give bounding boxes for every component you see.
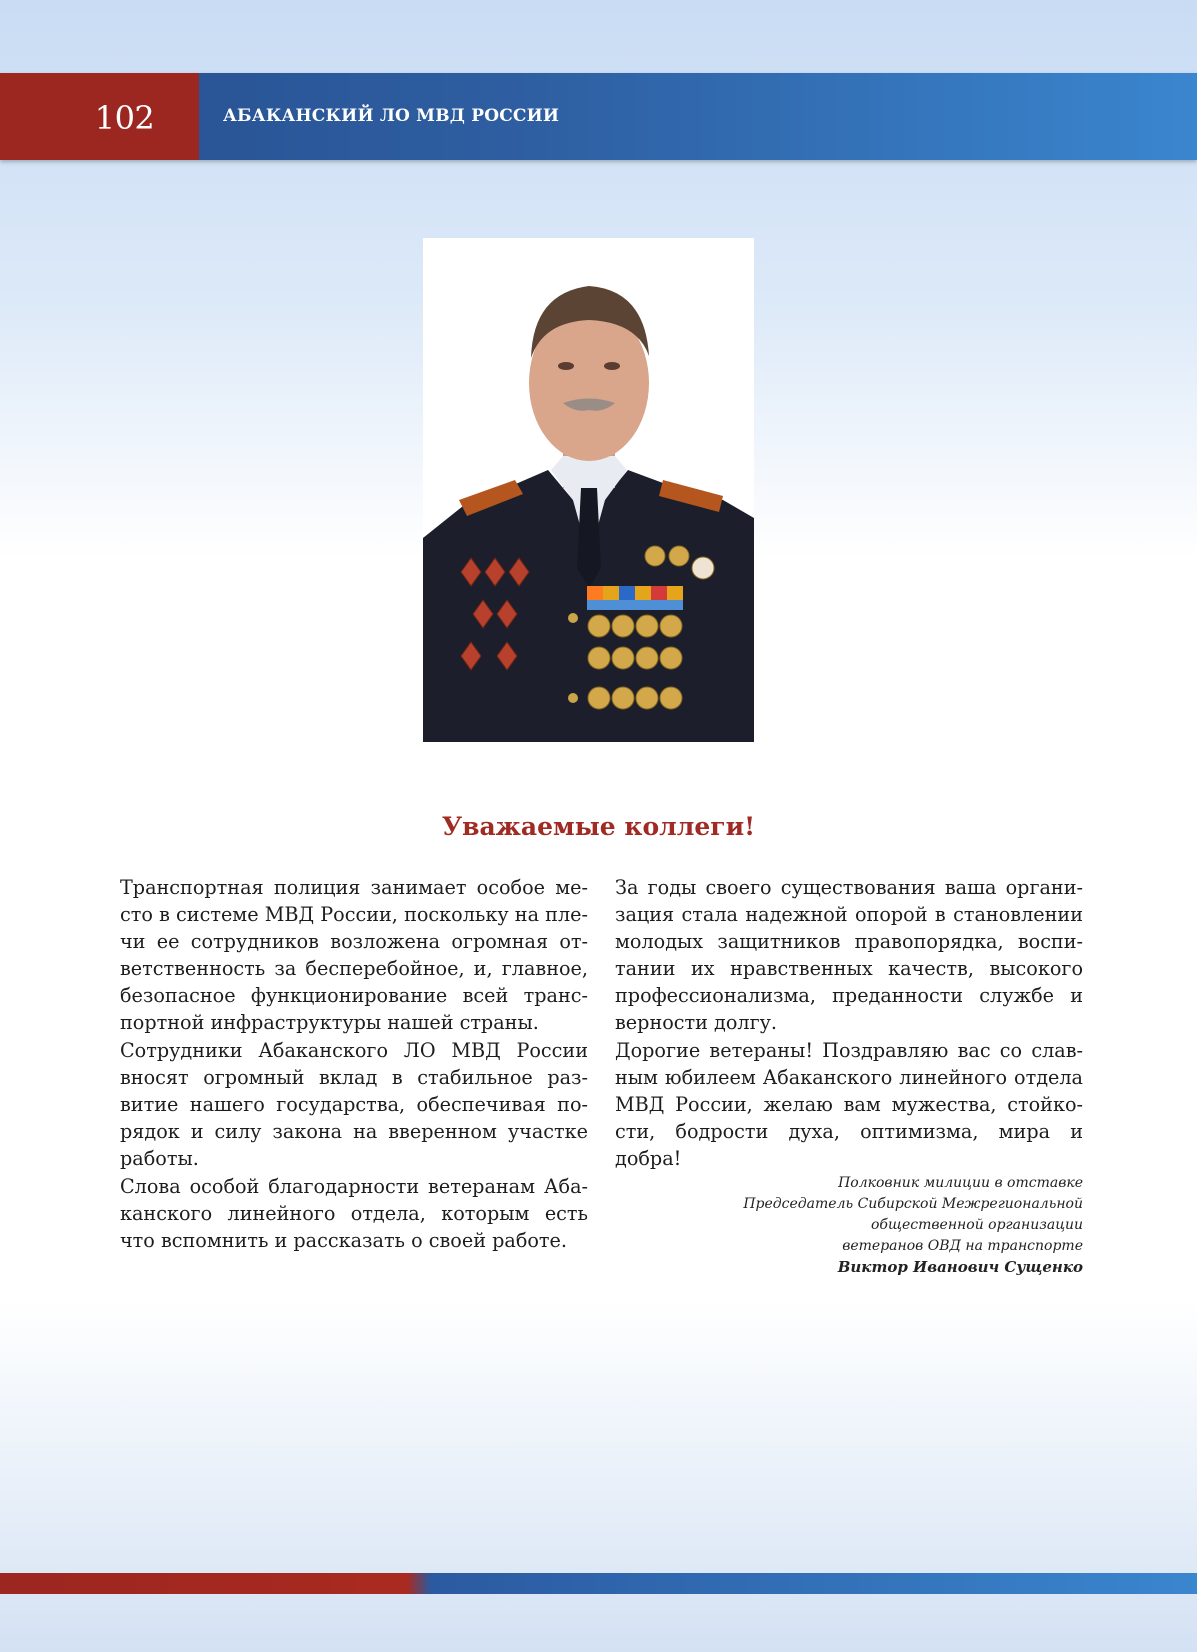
portrait-photo — [423, 238, 754, 742]
page-number-block — [0, 73, 199, 160]
paragraph: Дорогие ветераны! Поздравляю вас со славным юбилеем Абаканского линейного отдела МВД России, желаю вам мужества, стойкости, бодрости духа, оптимизма, мира и добра! — [615, 1039, 1083, 1170]
signature-rank: Полковник милиции в отставке — [838, 1175, 1083, 1191]
letter-column-left — [120, 874, 588, 1254]
page-footer-band — [0, 1573, 1197, 1594]
signature-name: Виктор Иванович Сущенко — [837, 1258, 1083, 1276]
paragraph: Слова особой благодарности ветеранам Абаканского линейного отдела, которым есть что вспомнить и рассказать о своей работе. — [120, 1175, 588, 1252]
signature-position: Председатель Сибирской Межрегиональной — [743, 1196, 1083, 1212]
letter-heading: Уважаемые коллеги! — [441, 812, 756, 841]
signature-organization-cont: ветеранов ОВД на транспорте — [842, 1238, 1083, 1254]
page-number: 102 — [94, 98, 155, 137]
paragraph: За годы своего существования ваша организация стала надежной опорой в становлении молодых защитников правопорядка, воспитании их нравственных качеств, высокого профессионализма, преданности службе и верности долгу. — [615, 876, 1083, 1034]
signature-organization: общественной организации — [871, 1217, 1083, 1233]
page-header — [0, 73, 1197, 160]
letter-column-right — [615, 874, 1083, 1172]
running-title: АБАКАНСКИЙ ЛО МВД РОССИИ — [223, 106, 560, 126]
portrait-illustration — [423, 238, 754, 742]
paragraph: Сотрудники Абаканского ЛО МВД России вносят огромный вклад в стабильное развитие нашего государства, обеспечивая порядок и силу закона на вверенном участке работы. — [120, 1039, 588, 1170]
paragraph: Транспортная полиция занимает особое место в системе МВД России, поскольку на плечи ее сотрудников возложена огромная ответственность за бесперебойное, и, главное, безопасное функционирование всей транспортной инфраструктуры нашей страны. — [120, 876, 588, 1034]
signature-block — [615, 1173, 1083, 1278]
